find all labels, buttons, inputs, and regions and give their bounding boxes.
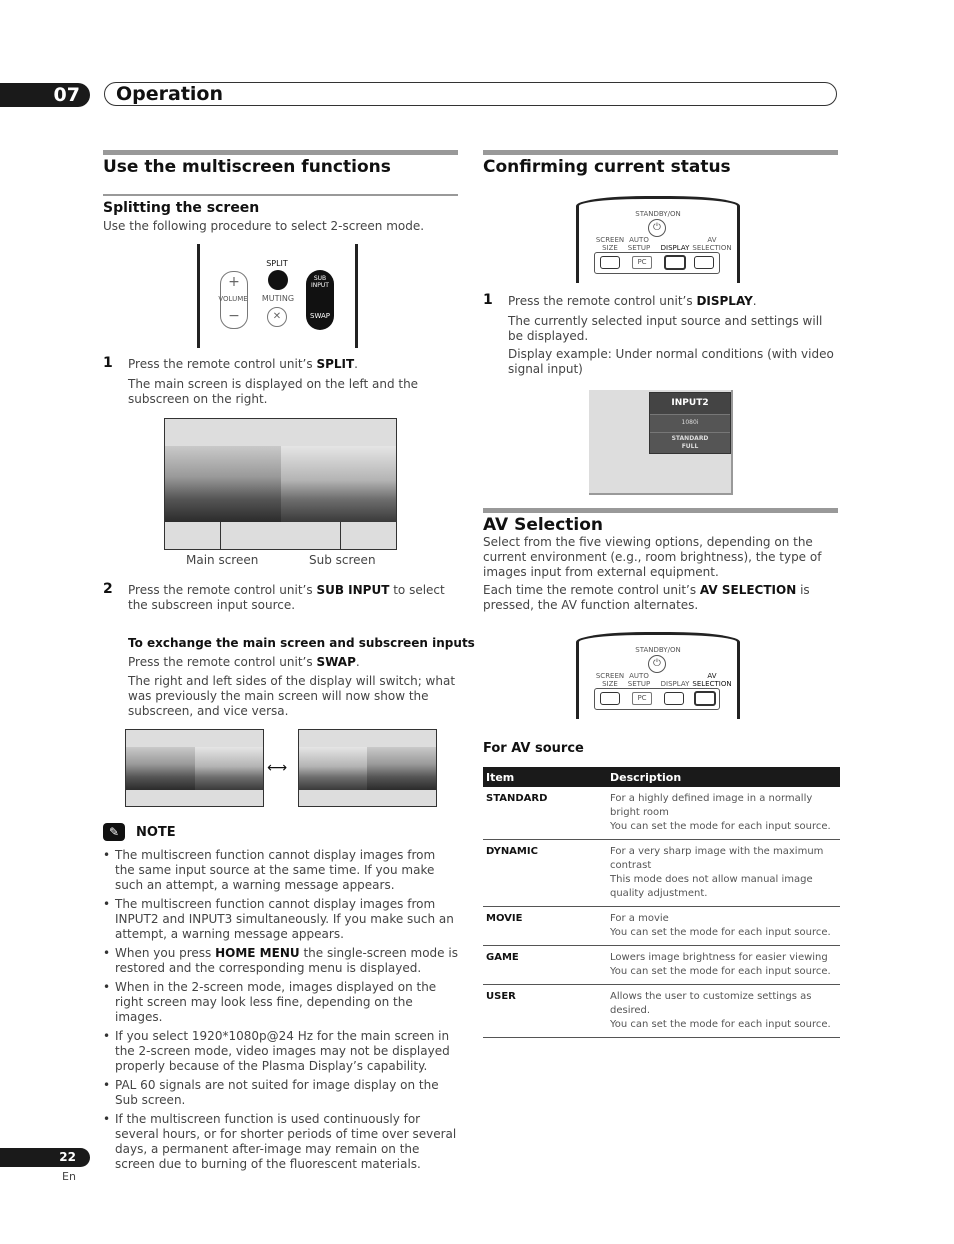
osd-size: FULL <box>681 443 699 450</box>
table-row: USER Allows the user to customize settings as desired. You can set the mode for each input source. <box>483 985 840 1038</box>
note-item: • If you select 1920*1080p@24 Hz for the main screen in the 2-screen mode, video images may not be displayed properly because of the Plasma Display’s capability. <box>103 1029 458 1074</box>
volume-label: VOLUME <box>218 295 248 303</box>
note-item: • The multiscreen function cannot display images from INPUT2 and INPUT3 simultaneously. If you make such an attempt, a warning message appears. <box>103 897 458 942</box>
remote-illustration-split <box>197 244 358 348</box>
swap-label: SWAP <box>310 312 330 320</box>
muting-label: MUTING <box>261 294 295 303</box>
for-av-source-title: For AV source <box>483 741 584 756</box>
note-item: • The multiscreen function cannot display images from the same input source at the same time. If you make such an attempt, a warning message appears. <box>103 848 458 893</box>
table-header-description: Description <box>607 767 840 787</box>
split-button <box>268 270 288 290</box>
note-title: NOTE <box>136 825 176 840</box>
table-row: MOVIE For a movie You can set the mode for each input source. <box>483 907 840 946</box>
section-bar <box>103 150 458 155</box>
power-icon: ⏻ <box>648 655 666 673</box>
sub-screen-image <box>281 446 396 522</box>
muting-icon: ✕ <box>267 307 287 327</box>
main-screen-label: Main screen <box>186 553 259 567</box>
input-label: INPUT <box>311 282 329 289</box>
note-item: • When in the 2-screen mode, images displayed on the right screen may look less fine, depending on the images. <box>103 980 458 1025</box>
table-header-item: Item <box>483 767 607 787</box>
screen-size-label: SCREEN <box>595 236 625 244</box>
table-row: GAME Lowers image brightness for easier viewing You can set the mode for each input source. <box>483 946 840 985</box>
sub-screen-label: Sub screen <box>309 553 376 567</box>
exchange-desc: The right and left sides of the display will switch; what was previously the main screen will now show the subscreen, and vice versa. <box>128 674 456 718</box>
section-bar <box>483 150 838 155</box>
auto-setup-label: AUTO <box>629 236 649 244</box>
step1-text: Press the remote control unit’s SPLIT. <box>128 357 358 371</box>
osd-mode: STANDARD <box>671 435 709 442</box>
display-step-desc: The currently selected input source and settings will be displayed. <box>508 314 823 343</box>
av-selection-button <box>694 691 716 706</box>
standby-label: STANDBY/ON <box>635 210 681 218</box>
intro-text: Use the following procedure to select 2-screen mode. <box>103 219 425 233</box>
display-step-text: Press the remote control unit’s DISPLAY. <box>508 294 757 308</box>
volume-rocker: + − <box>220 271 248 329</box>
language-label: En <box>62 1170 76 1183</box>
power-icon: ⏻ <box>648 219 666 237</box>
subsection-title-splitting: Splitting the screen <box>103 200 260 216</box>
sub-input-swap-button <box>306 270 334 330</box>
section-title-av-selection: AV Selection <box>483 515 604 535</box>
chapter-title: Operation <box>104 82 837 106</box>
av-desc-1: Select from the five viewing options, depending on the current environment (e.g., room brightness), the type of images input from external equipment. <box>483 535 822 579</box>
page-number: 22 <box>0 1148 90 1167</box>
step1-desc: The main screen is displayed on the left and the subscreen on the right. <box>128 377 419 406</box>
split-screen-illustration <box>164 418 397 550</box>
osd-input: INPUT2 <box>650 393 730 414</box>
step-number: 2 <box>103 581 113 597</box>
display-example-text: Display example: Under normal conditions (with video signal input) <box>508 347 834 376</box>
swap-arrow-icon: ⟷ <box>267 760 288 776</box>
display-button <box>664 255 686 270</box>
pc-label: PC <box>632 256 652 269</box>
swap-before-illustration <box>125 729 264 807</box>
display-label: DISPLAY <box>660 244 690 252</box>
osd-illustration <box>589 390 733 495</box>
exchange-title: To exchange the main screen and subscreen inputs <box>128 636 475 650</box>
section-divider <box>103 194 458 196</box>
exchange-text: Press the remote control unit’s SWAP. <box>128 655 360 669</box>
section-bar <box>483 508 838 513</box>
table-row: STANDARD For a highly defined image in a normally bright room You can set the mode for each input source. <box>483 787 840 840</box>
remote-illustration-av: STANDBY/ON ⏻ SCREEN SIZE AUTO SETUP DISPLAY AV SELECTION PC <box>576 632 740 716</box>
step2-text: Press the remote control unit’s SUB INPUT to select the subscreen input source. <box>128 583 445 612</box>
note-pencil-icon: ✎ <box>103 823 125 841</box>
sub-label: SUB <box>313 275 327 282</box>
note-list <box>103 848 458 1176</box>
split-label: SPLIT <box>266 259 288 268</box>
step-number: 1 <box>103 355 113 371</box>
av-desc-2: Each time the remote control unit’s AV SELECTION is pressed, the AV function alternates. <box>483 583 810 612</box>
swap-after-illustration <box>298 729 437 807</box>
main-screen-image <box>165 446 281 522</box>
chapter-number: 07 <box>0 83 90 107</box>
table-row: DYNAMIC For a very sharp image with the maximum contrast This mode does not allow manual image quality adjustment. <box>483 840 840 907</box>
osd-resolution: 1080i <box>650 414 730 433</box>
av-source-table <box>483 767 840 1038</box>
note-item: • PAL 60 signals are not suited for image display on the Sub screen. <box>103 1078 458 1108</box>
av-selection-label: AV <box>707 236 717 244</box>
note-item: • If the multiscreen function is used continuously for several hours, or for shorter periods of time over several days, a permanent after-image may remain on the screen due to burning of the fluorescent materials. <box>103 1112 458 1172</box>
step-number: 1 <box>483 292 493 308</box>
note-item: • When you press HOME MENU the single-screen mode is restored and the corresponding menu is displayed. <box>103 946 458 976</box>
section-title-multiscreen: Use the multiscreen functions <box>103 157 391 177</box>
section-title-status: Confirming current status <box>483 157 731 177</box>
remote-illustration-display: STANDBY/ON ⏻ SCREEN SIZE AUTO SETUP DISPLAY AV SELECTION PC <box>576 196 740 280</box>
